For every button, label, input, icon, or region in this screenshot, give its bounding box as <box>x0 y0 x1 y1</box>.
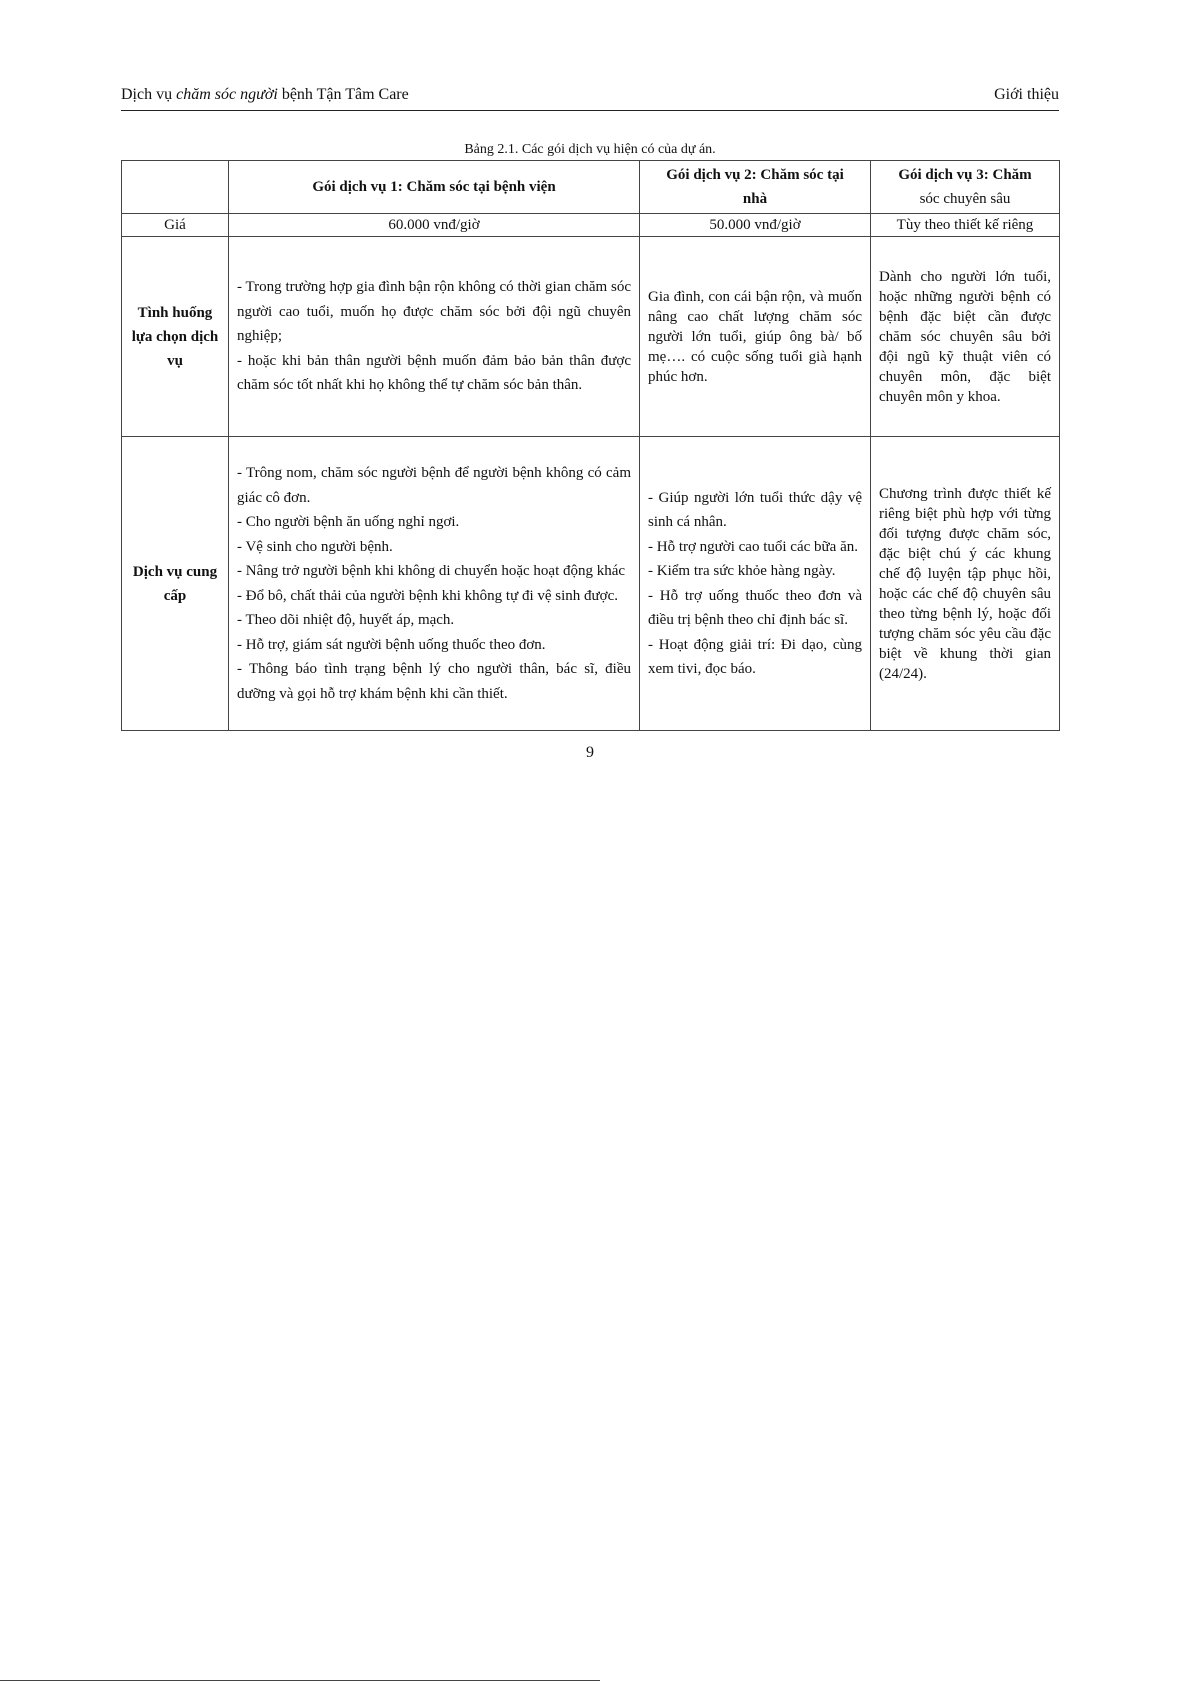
service-packages-table <box>121 160 1060 731</box>
list-item: - Kiểm tra sức khỏe hàng ngày. <box>648 563 836 579</box>
header-package-3-subtitle: sóc chuyên sâu <box>919 191 1011 207</box>
table-header-row <box>122 161 1060 214</box>
list-item: - Hỗ trợ người cao tuổi các bữa ăn. <box>648 538 858 555</box>
service-row <box>122 437 1060 731</box>
list-item: - Hỗ trợ, giám sát người bệnh uống thuốc theo đơn. <box>237 636 546 653</box>
header-package-3-title: Gói dịch vụ 3: Chăm <box>898 167 1032 183</box>
header-package-2: Gói dịch vụ 2: Chăm sóc tại nhà <box>640 161 871 214</box>
header-package-3 <box>871 161 1060 214</box>
situation-package-3: Dành cho người lớn tuổi, hoặc những người bệnh có bệnh đặc biệt cần được chăm sóc chuyên sâu bởi đội ngũ kỹ thuật viên có chuyên môn, đặc biệt chuyên môn y khoa. <box>871 237 1060 437</box>
header-document-title: Dịch vụ chăm sóc người bệnh Tận Tâm Care <box>121 86 409 103</box>
situation-package-1 <box>229 237 640 437</box>
list-item: - Đổ bô, chất thải của người bệnh khi không tự đi vệ sinh được. <box>237 587 619 604</box>
situation-row-label: Tình huống lựa chọn dịch vụ <box>122 237 229 437</box>
list-item: - Trông nom, chăm sóc người bệnh để người bệnh không có cảm giác cô đơn. <box>237 465 631 506</box>
price-row-label: Giá <box>122 214 229 237</box>
list-item: - Thông báo tình trạng bệnh lý cho người thân, bác sĩ, điều dưỡng và gọi hỗ trợ khám bệnh khi cần thiết. <box>237 661 631 702</box>
footer-divider <box>0 1680 600 1681</box>
price-package-1: 60.000 vnđ/giờ <box>229 214 640 237</box>
list-item: - Hỗ trợ uống thuốc theo đơn và điều trị bệnh theo chỉ định bác sĩ. <box>648 587 862 628</box>
list-item: - Vệ sinh cho người bệnh. <box>237 538 393 555</box>
page-number: 9 <box>586 744 594 761</box>
price-package-3: Tùy theo thiết kế riêng <box>871 214 1060 237</box>
service-row-label: Dịch vụ cung cấp <box>122 437 229 731</box>
price-row <box>122 214 1060 237</box>
header-empty-cell <box>122 161 229 214</box>
situation-row <box>122 237 1060 437</box>
list-item: - Cho người bệnh ăn uống nghỉ ngơi. <box>237 514 460 530</box>
header-section-title: Giới thiệu <box>994 86 1059 103</box>
list-item: - Trong trường hợp gia đình bận rộn không có thời gian chăm sóc người cao tuổi, muốn họ được chăm sóc bởi đội ngũ chuyên nghiệp; <box>237 279 631 345</box>
service-package-3: Chương trình được thiết kế riêng biệt phù hợp với từng đối tượng được chăm sóc, đặc biệt chú ý các khung chế độ luyện tập phục hồi, hoặc các chế độ chuyên sâu theo từng bệnh lý, hoặc đối tượng chăm sóc yêu cầu đặc biệt về khung thời gian (24/24). <box>871 437 1060 731</box>
list-item: - Hoạt động giải trí: Đi dạo, cùng xem tivi, đọc báo. <box>648 636 862 677</box>
service-package-2 <box>640 437 871 731</box>
table-caption: Bảng 2.1. Các gói dịch vụ hiện có của dự án. <box>464 142 716 157</box>
list-item: - Nâng trở người bệnh khi không di chuyển hoặc hoạt động khác <box>237 563 626 579</box>
page-header <box>121 84 1059 111</box>
list-item: - Giúp người lớn tuổi thức dậy vệ sinh cá nhân. <box>648 489 862 530</box>
header-package-1: Gói dịch vụ 1: Chăm sóc tại bệnh viện <box>229 161 640 214</box>
list-item: - hoặc khi bản thân người bệnh muốn đảm bảo bản thân được chăm sóc tốt nhất khi họ không thể tự chăm sóc bản thân. <box>237 352 631 394</box>
price-package-2: 50.000 vnđ/giờ <box>640 214 871 237</box>
situation-package-2: Gia đình, con cái bận rộn, và muốn nâng cao chất lượng chăm sóc người lớn tuổi, giúp ông bà/ bố mẹ…. có cuộc sống tuổi già hạnh phúc hơn. <box>640 237 871 437</box>
list-item: - Theo dõi nhiệt độ, huyết áp, mạch. <box>237 612 455 628</box>
service-package-1 <box>229 437 640 731</box>
